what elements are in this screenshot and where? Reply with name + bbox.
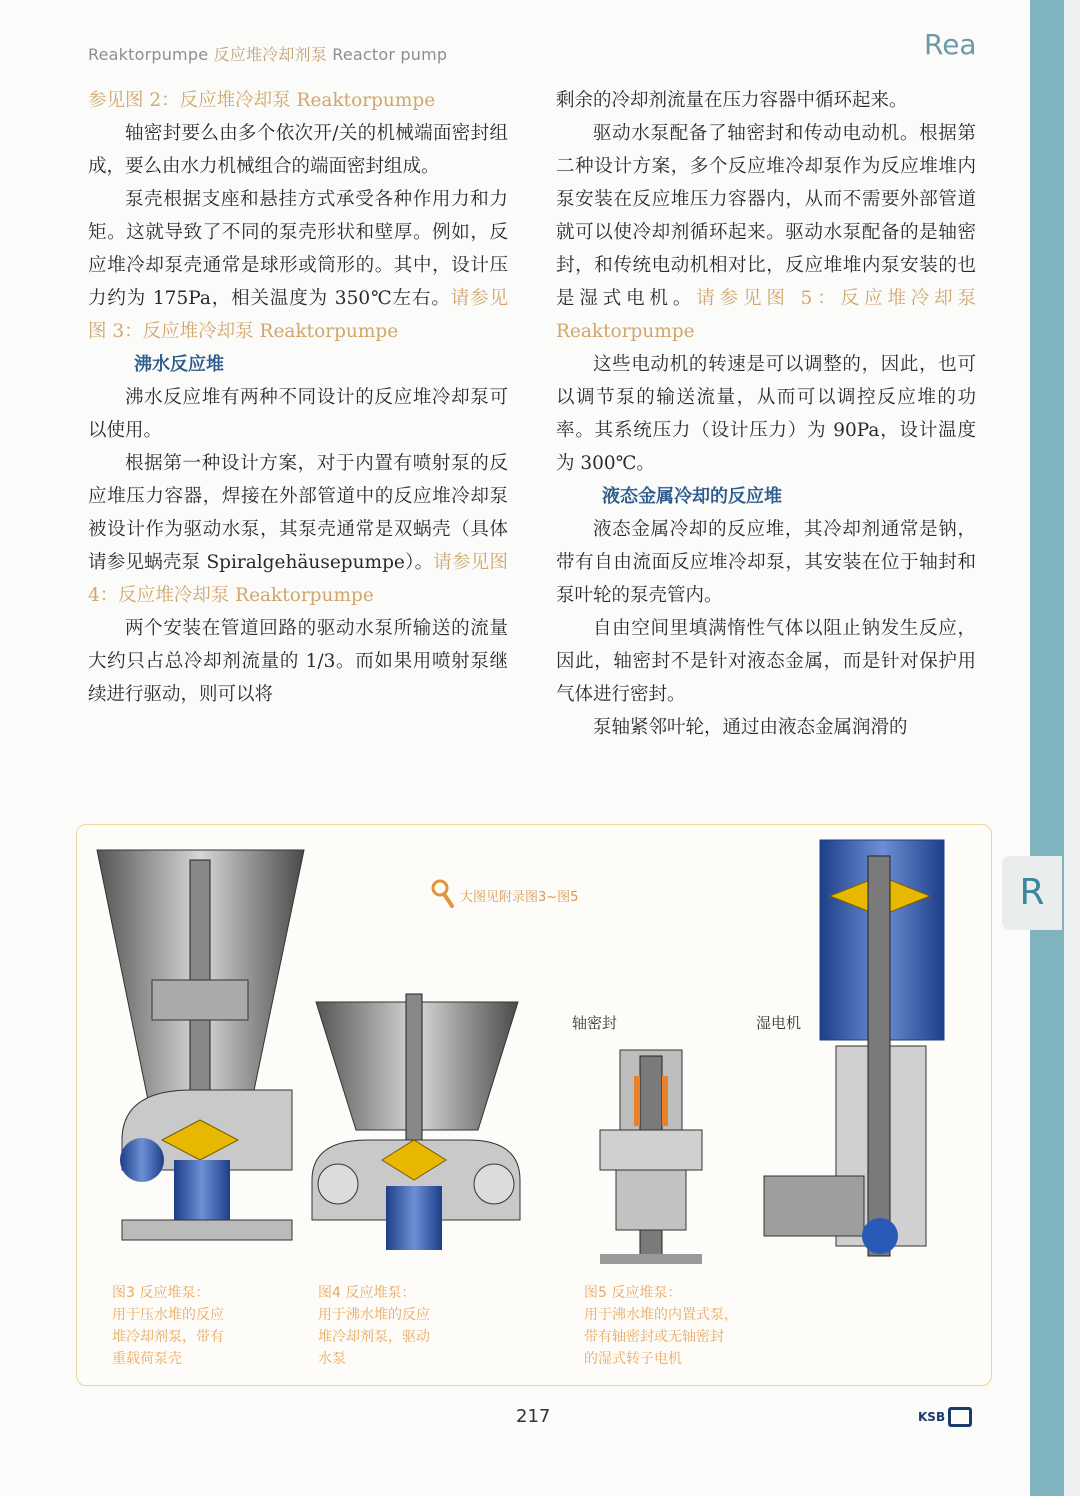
pump-drawing-fig5-seal [596,1046,706,1268]
section-tab-letter: R [1019,872,1045,913]
pump-drawing-fig5-motor [760,836,946,1276]
paragraph [88,447,508,612]
caption-line: 图4 反应堆泵： [318,1285,416,1301]
paragraph-text: 泵壳根据支座和悬挂方式承受各种作用力和力矩。这就导致了不同的泵壳形状和壁厚。例如，反应堆冷却泵壳通常是球形或筒形的。其中，设计压力约为 175Pa，相关温度为 350℃左右。 [88,189,508,309]
section-heading: 沸水反应堆 [134,354,224,375]
magnifier-icon [430,878,456,910]
side-color-strip [1030,0,1064,1496]
figure-reference: 请参见图 5：反应堆冷却泵 Reaktorpumpe [556,288,976,342]
caption-line: 带有轴密封或无轴密封 [584,1329,724,1345]
header-de: Reaktorpumpe [88,45,209,64]
caption-line: 图3 反应堆泵： [112,1285,210,1301]
paragraph: 轴密封要么由多个依次开/关的机械端面密封组成，要么由水力机械组合的端面密封组成。 [88,123,508,177]
header-section-word: Rea [924,28,977,61]
left-column [88,84,508,711]
caption-line: 的湿式转子电机 [584,1351,682,1367]
label-wet-motor: 湿电机 [756,1014,802,1032]
ksb-logo-mark [948,1407,972,1427]
section-heading: 液态金属冷却的反应堆 [602,486,782,507]
figure-hint: 大图见附录图3~图5 [460,890,579,905]
header-en: Reactor pump [332,45,448,64]
paragraph-text: 根据第一种设计方案，对于内置有喷射泵的反应堆压力容器，焊接在外部管道中的反应堆冷却泵被设计作为驱动水泵，其泵壳通常是双蜗壳（具体请参见蜗壳泵 Spiralgehäusepumpe）。 [88,453,508,573]
figure-reference: 参见图 2：反应堆冷却泵 Reaktorpumpe [88,90,436,111]
paragraph [556,117,976,348]
paragraph: 沸水反应堆有两种不同设计的反应堆冷却泵可以使用。 [88,387,508,441]
header-cn: 反应堆冷却剂泵 [213,45,327,64]
label-shaft-seal: 轴密封 [572,1014,618,1032]
pump-drawing-fig3 [92,840,308,1260]
page-number: 217 [516,1406,551,1427]
paragraph: 这些电动机的转速是可以调整的，因此，也可以调节泵的输送流量，从而可以调控反应堆的功率。其系统压力（设计压力）为 90Pa，设计温度为 300℃。 [556,354,976,474]
caption-line: 用于沸水堆的反应 [318,1307,430,1323]
figure-reference: 请参见图 3：反应堆冷却泵 Reaktorpumpe [88,288,508,342]
paragraph: 两个安装在管道回路的驱动水泵所输送的流量大约只占总冷却剂流量的 1/3。而如果用喷射泵继续进行驱动，则可以将 [88,618,508,705]
paragraph: 剩余的冷却剂流量在压力容器中循环起来。 [556,90,908,111]
paragraph: 泵轴紧邻叶轮，通过由液态金属润滑的 [593,717,908,738]
page-edge [1064,0,1080,1496]
caption-line: 用于压水堆的反应 [112,1307,224,1323]
caption-fig5 [584,1282,738,1370]
ksb-logo: KSB [918,1410,946,1424]
paragraph: 自由空间里填满惰性气体以阻止钠发生反应，因此，轴密封不是针对液态金属，而是针对保护用气体进行密封。 [556,618,976,705]
right-column [556,84,976,744]
caption-fig4 [318,1282,430,1370]
running-header [88,42,447,65]
caption-line: 用于沸水堆的内置式泵， [584,1307,738,1323]
caption-line: 图5 反应堆泵： [584,1285,682,1301]
caption-line: 堆冷却剂泵，带有 [112,1329,224,1345]
pump-drawing-fig4 [308,990,524,1270]
caption-line: 水泵 [318,1351,346,1367]
paragraph: 液态金属冷却的反应堆，其冷却剂通常是钠，带有自由流面反应堆冷却泵，其安装在位于轴封和泵叶轮的泵壳管内。 [556,519,976,606]
paragraph [88,183,508,348]
caption-line: 堆冷却剂泵，驱动 [318,1329,430,1345]
figure-reference: 请参见图 4：反应堆冷却泵 Reaktorpumpe [88,552,508,606]
section-tab [1002,856,1062,930]
paragraph-text: 驱动水泵配备了轴密封和传动电动机。根据第二种设计方案，多个反应堆冷却泵作为反应堆堆内泵安装在反应堆压力容器内，从而不需要外部管道就可以使冷却剂循环起来。驱动水泵配备的是轴密封，和传统电动机相对比，反应堆堆内泵安装的也是湿式电机。 [556,123,976,309]
caption-fig3 [112,1282,224,1370]
caption-line: 重载荷泵壳 [112,1351,182,1367]
